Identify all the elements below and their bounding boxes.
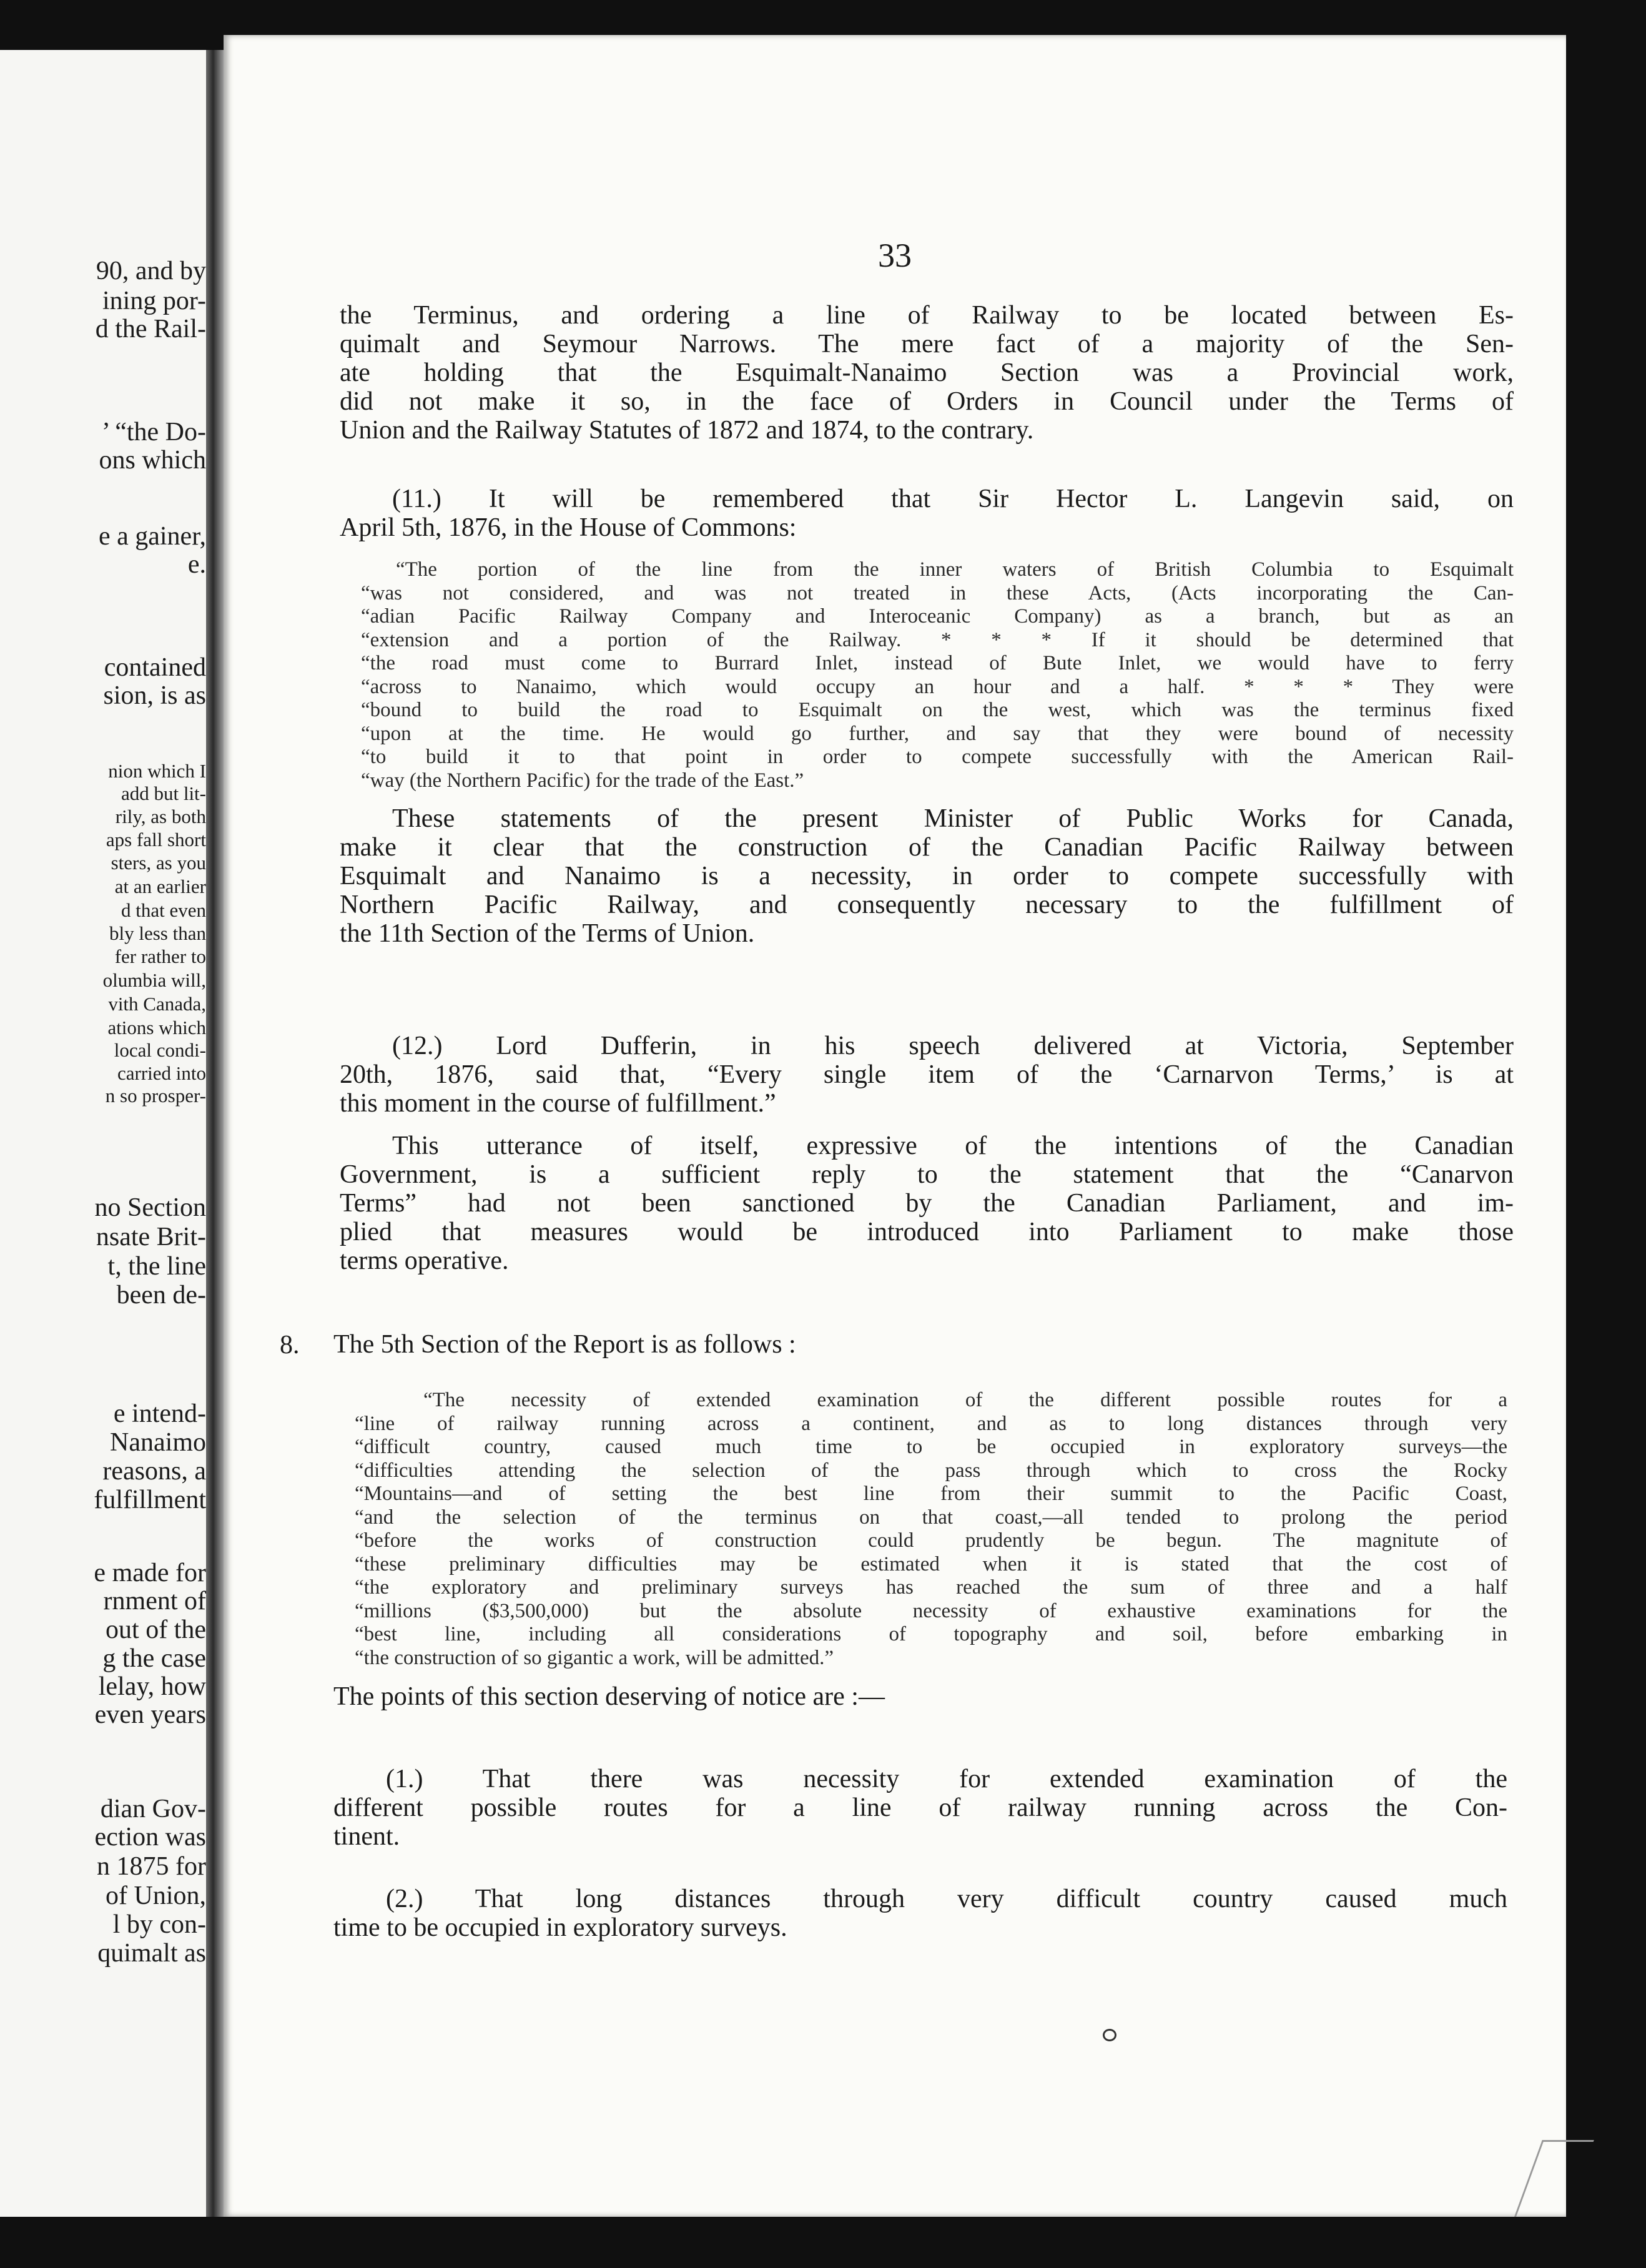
- text-line: (2.) That long distances through very difficult country caused much: [386, 1885, 1507, 1913]
- text-line: this moment in the course of fulfillment.”: [340, 1089, 776, 1118]
- section-8-heading: [333, 1330, 1507, 1359]
- left-page-fragment: vith Canada,: [108, 993, 206, 1015]
- left-page-fragment: d that even: [121, 899, 206, 921]
- left-page-fragment: of Union,: [106, 1881, 206, 1910]
- left-page-fragment: sters, as you: [111, 852, 206, 874]
- utterance-paragraph: [340, 1132, 1514, 1275]
- text-line: “difficulties attending the selection of the pass through which to cross the Rocky: [355, 1459, 1507, 1482]
- left-page-fragment: reasons, a: [102, 1457, 206, 1486]
- left-page-fragment: olumbia will,: [102, 969, 206, 991]
- text-line: ate holding that the Esquimalt-Nanaimo Section was a Provincial work,: [340, 358, 1514, 387]
- left-page-fragment: aps fall short: [106, 829, 206, 850]
- left-page-fragment: no Section: [94, 1193, 206, 1222]
- text-line: “difficult country, caused much time to be occupied in exploratory surveys—the: [355, 1436, 1507, 1458]
- page-corner-fold: [1514, 2140, 1594, 2217]
- small-circle-mark: [1103, 2029, 1116, 2041]
- left-page-fragment: out of the: [106, 1615, 206, 1644]
- text-line: time to be occupied in exploratory surveys.: [333, 1913, 787, 1942]
- left-page-fragment: e intend-: [113, 1399, 206, 1428]
- text-line: “The necessity of extended examination of the different possible routes for a: [423, 1389, 1507, 1411]
- text-line: “way (the Northern Pacific) for the trade of the East.”: [361, 769, 804, 792]
- text-line: tinent.: [333, 1822, 400, 1851]
- text-line: “the road must come to Burrard Inlet, instead of Bute Inlet, we would have to ferry: [361, 652, 1514, 674]
- points-heading: [333, 1682, 1507, 1711]
- report-quote: [355, 1389, 1507, 1670]
- text-line: “Mountains—and of setting the best line from their summit to the Pacific Coast,: [355, 1482, 1507, 1505]
- text-line: “before the works of construction could prudently be begun. The magnitute of: [355, 1529, 1507, 1552]
- left-page-fragment: e.: [187, 550, 206, 579]
- text-line: the 11th Section of the Terms of Union.: [340, 919, 755, 948]
- statements-paragraph: [340, 804, 1514, 948]
- left-page-fragment: fulfillment: [94, 1486, 206, 1514]
- text-line: (12.) Lord Dufferin, in his speech delivered at Victoria, September: [392, 1032, 1514, 1060]
- left-page-fragment: d the Rail-: [95, 315, 206, 343]
- left-page-fragment: l by con-: [112, 1910, 206, 1939]
- left-page-fragment: been de-: [116, 1281, 206, 1309]
- text-line: “millions ($3,500,000) but the absolute necessity of exhaustive examinations for the: [355, 1599, 1507, 1622]
- text-line: “to build it to that point in order to compete successfully with the American Rail-: [361, 746, 1514, 768]
- intro-paragraph: [340, 301, 1514, 445]
- text-line: different possible routes for a line of railway running across the Con-: [333, 1793, 1507, 1822]
- left-page-fragment: ations which: [107, 1017, 206, 1038]
- text-line: plied that measures would be introduced into Parliament to make those: [340, 1218, 1514, 1246]
- text-line: The points of this section deserving of notice are :—: [333, 1682, 885, 1711]
- text-line: (1.) That there was necessity for extended examination of the: [386, 1765, 1507, 1793]
- left-page-fragment: contained: [104, 653, 206, 682]
- text-line: “these preliminary difficulties may be estimated when it is stated that the cost of: [355, 1552, 1507, 1575]
- left-page-fragment: e a gainer,: [98, 522, 206, 551]
- text-line: These statements of the present Minister of Public Works for Canada,: [392, 804, 1514, 833]
- text-line: “and the selection of the terminus on that coast,—all tended to prolong the period: [355, 1506, 1507, 1529]
- text-line: “upon at the time. He would go further, and say that they were bound of necessity: [361, 722, 1514, 745]
- paragraph-12: [340, 1032, 1514, 1118]
- text-line: “was not considered, and was not treated in these Acts, (Acts incorporating the Can-: [361, 581, 1514, 604]
- right-page: [224, 35, 1566, 2217]
- left-page-fragment: dian Gov-: [100, 1795, 206, 1823]
- book-gutter: [206, 50, 224, 2217]
- text-line: 20th, 1876, said that, “Every single item of the ‘Carnarvon Terms,’ is at: [340, 1060, 1514, 1089]
- text-line: terms operative.: [340, 1246, 509, 1275]
- text-line: quimalt and Seymour Narrows. The mere fact of a majority of the Sen-: [340, 330, 1514, 358]
- page-number: 33: [878, 237, 912, 274]
- paragraph-11: [340, 485, 1514, 542]
- left-page-fragment: ining por-: [102, 287, 206, 315]
- text-line: did not make it so, in the face of Orders in Council under the Terms of: [340, 387, 1514, 416]
- text-line: “bound to build the road to Esquimalt on the west, which was the terminus fixed: [361, 699, 1514, 721]
- left-page-fragment: rnment of: [103, 1587, 206, 1615]
- text-line: “extension and a portion of the Railway. * * * If it should be determined that: [361, 628, 1514, 651]
- left-page-fragment: Nanaimo: [110, 1428, 206, 1457]
- left-page-fragment: nsate Brit-: [96, 1223, 206, 1251]
- point-2: [333, 1885, 1507, 1942]
- text-line: Government, is a sufficient reply to the statement that the “Canarvon: [340, 1160, 1514, 1189]
- text-line: Esquimalt and Nanaimo is a necessity, in order to compete successfully with: [340, 862, 1514, 890]
- text-line: “across to Nanaimo, which would occupy an hour and a half. * * * They were: [361, 675, 1514, 698]
- left-page-fragment: ection was: [94, 1823, 206, 1851]
- left-page-fragment: ’ “the Do-: [101, 418, 206, 446]
- left-page-fragment: sion, is as: [103, 681, 206, 710]
- left-page-fragment: quimalt as: [97, 1939, 206, 1968]
- section-number: 8.: [280, 1331, 300, 1359]
- text-line: Terms” had not been sanctioned by the Canadian Parliament, and im-: [340, 1189, 1514, 1218]
- left-page-fragment: at an earlier: [114, 875, 206, 897]
- left-page-fragment: local condi-: [114, 1039, 206, 1061]
- left-page-fragment: n 1875 for: [97, 1852, 206, 1881]
- text-line: “adian Pacific Railway Company and Interoceanic Company) as a branch, but as an: [361, 605, 1514, 628]
- left-page-fragment: 90, and by: [96, 257, 206, 285]
- point-1: [333, 1765, 1507, 1851]
- text-line: “the construction of so gigantic a work, will be admitted.”: [355, 1646, 834, 1669]
- text-line: Union and the Railway Statutes of 1872 and 1874, to the contrary.: [340, 416, 1034, 445]
- left-page-fragment: t, the line: [107, 1252, 206, 1281]
- text-line: make it clear that the construction of the Canadian Pacific Railway between: [340, 833, 1514, 862]
- text-line: “The portion of the line from the inner waters of British Columbia to Esquimalt: [396, 558, 1514, 581]
- text-line: The 5th Section of the Report is as follows :: [333, 1330, 796, 1359]
- left-page-fragment: g the case: [102, 1644, 206, 1673]
- left-page-fragment: rily, as both: [115, 806, 206, 827]
- left-page-fragment: fer rather to: [114, 945, 206, 967]
- left-page-fragment: carried into: [117, 1062, 206, 1084]
- langevin-quote: [361, 558, 1514, 792]
- text-line: April 5th, 1876, in the House of Commons:: [340, 513, 797, 542]
- left-page-fragment: lelay, how: [98, 1672, 206, 1701]
- text-line: “the exploratory and preliminary surveys has reached the sum of three and a half: [355, 1576, 1507, 1599]
- text-line: This utterance of itself, expressive of the intentions of the Canadian: [392, 1132, 1514, 1160]
- text-line: (11.) It will be remembered that Sir Hector L. Langevin said, on: [392, 485, 1514, 513]
- left-page-edge: [0, 50, 206, 2217]
- left-page-fragment: add but lit-: [121, 782, 206, 804]
- left-page-fragment: even years: [94, 1700, 206, 1729]
- left-page-fragment: e made for: [94, 1559, 206, 1587]
- text-line: “line of railway running across a continent, and as to long distances through very: [355, 1412, 1507, 1435]
- text-line: Northern Pacific Railway, and consequently necessary to the fulfillment of: [340, 890, 1514, 919]
- left-page-fragment: n so prosper-: [105, 1085, 206, 1107]
- left-page-fragment: ons which: [99, 446, 206, 475]
- text-line: “best line, including all considerations of topography and soil, before embarking in: [355, 1623, 1507, 1645]
- left-page-fragment: bly less than: [109, 922, 206, 944]
- left-page-fragment: nion which I: [108, 760, 206, 782]
- text-line: the Terminus, and ordering a line of Railway to be located between Es-: [340, 301, 1514, 330]
